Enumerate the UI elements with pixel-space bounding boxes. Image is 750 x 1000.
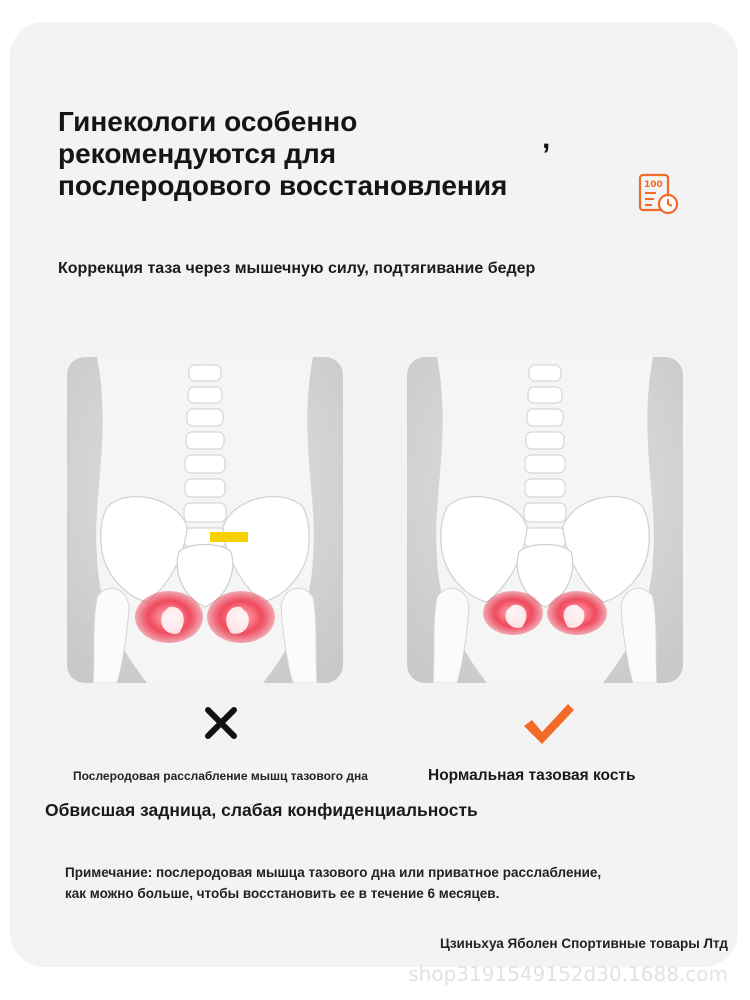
headline — [58, 106, 558, 202]
report-clock-icon — [636, 172, 680, 216]
cross-icon — [202, 704, 240, 742]
company-name: Цзиньхуа Яболен Спортивные товары Лтд — [439, 936, 728, 951]
headline-line-1: Гинекологи особенно — [58, 106, 358, 137]
loose-pelvis-caption-2: Обвисшая задница, слабая конфиденциальность — [45, 800, 478, 820]
svg-text:100: 100 — [644, 180, 663, 190]
loose-pelvis-caption: Послеродовая расслабление мышц тазового дна — [73, 769, 368, 783]
normal-pelvis-illustration — [407, 357, 683, 683]
headline-line-2: рекомендуются для — [58, 138, 337, 169]
headline-line-3: послеродового восстановления — [58, 170, 508, 201]
normal-pelvis-caption: Нормальная тазовая кость — [428, 767, 636, 784]
note-line-1: Примечание: послеродовая мышца тазового дна или приватное расслабление, — [65, 865, 602, 880]
check-icon — [520, 700, 576, 748]
note-line-2: как можно больше, чтобы восстановить ее в течение 6 месяцев. — [65, 886, 500, 901]
subtitle: Коррекция таза через мышечную силу, подтягивание бедер — [58, 260, 536, 277]
note — [65, 862, 601, 904]
headline-comma: , — [542, 122, 551, 155]
loose-pelvis-illustration — [67, 357, 343, 683]
watermark: shop3191549152d30.1688.com — [408, 962, 728, 986]
